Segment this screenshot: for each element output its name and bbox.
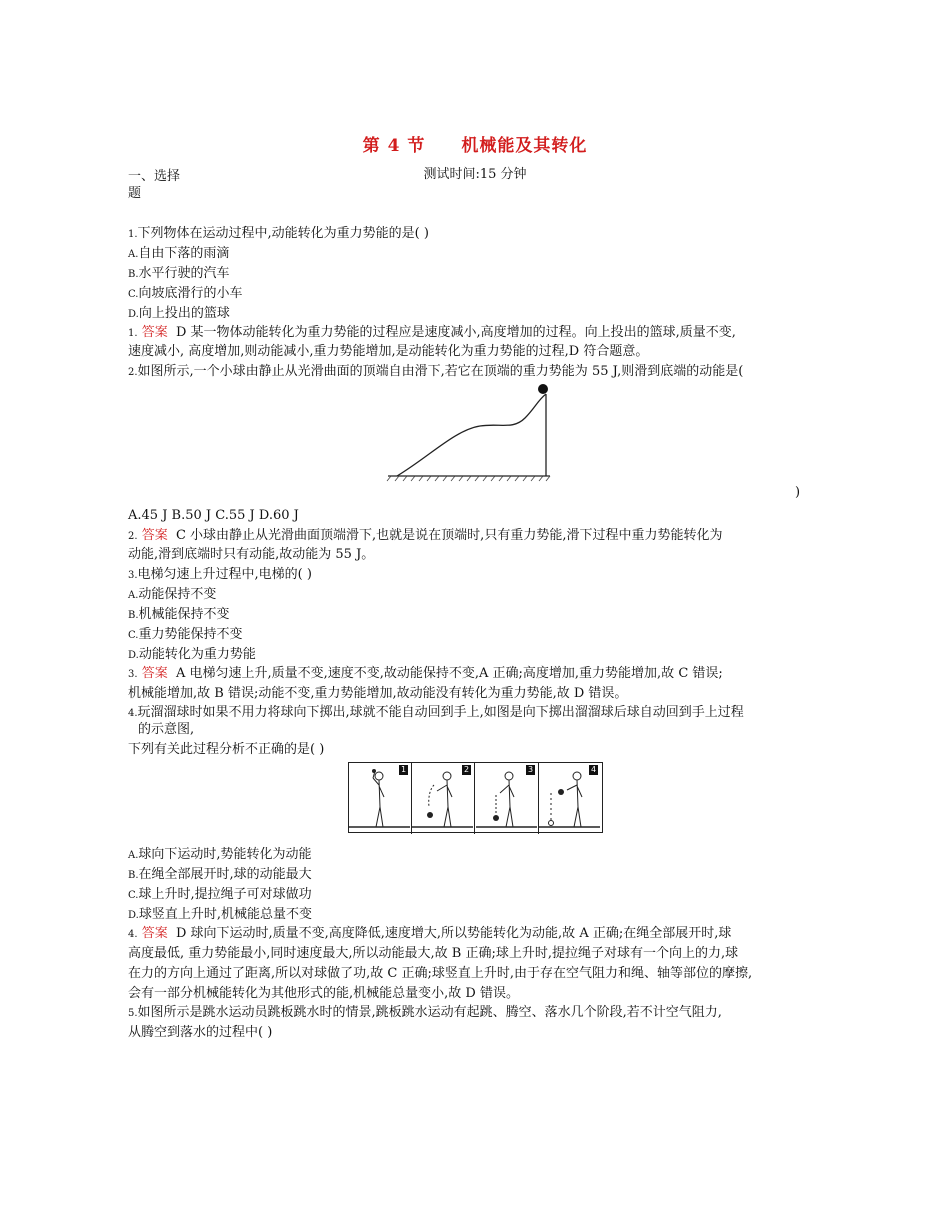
question-5-cont: 从腾空到落水的过程中( ) xyxy=(128,1025,273,1040)
panel-number: 2 xyxy=(463,765,470,774)
answer-text: D 某一物体动能转化为重力势能的过程应是速度减小,高度增加的过程。向上投出的篮球,质量不变, xyxy=(175,325,736,340)
option-b xyxy=(128,266,230,283)
answer-text: A 电梯匀速上升,质量不变,速度不变,故动能保持不变,A 正确;高度增加,重力势能增加,故 C 错误; xyxy=(175,666,723,681)
option-key: C. xyxy=(128,289,139,300)
yoyo-panel-1 xyxy=(349,763,412,834)
answer-label: 答案 xyxy=(141,666,168,681)
panel-number: 4 xyxy=(590,765,597,774)
section-heading: 一、选择 xyxy=(128,169,181,184)
question-stem: 下列物体在运动过程中,动能转化为重力势能的是( ) xyxy=(137,226,429,241)
yoyo-panel-2 xyxy=(412,763,475,834)
yoyo-panel-3 xyxy=(476,763,539,834)
question-2-options: A.45 J B.50 J C.55 J D.60 J xyxy=(128,508,299,523)
option-a xyxy=(128,246,229,263)
option-d xyxy=(128,647,256,664)
option-key: A. xyxy=(128,850,139,861)
option-c xyxy=(128,627,243,644)
option-text: 动能转化为重力势能 xyxy=(138,647,256,662)
question-number: 2. xyxy=(128,367,138,378)
option-d xyxy=(128,306,230,323)
option-text: 机械能保持不变 xyxy=(138,607,230,622)
panel-number: 3 xyxy=(527,765,534,774)
option-key: C. xyxy=(128,630,139,641)
question-2 xyxy=(128,364,743,381)
option-b xyxy=(128,607,230,624)
panel-number: 1 xyxy=(400,765,407,774)
answer-number: 4. xyxy=(128,929,138,940)
question-3 xyxy=(128,567,312,584)
question-2-close: ) xyxy=(795,485,801,500)
option-text: 动能保持不变 xyxy=(138,587,217,602)
option-text: 自由下落的雨滴 xyxy=(138,246,230,261)
ball xyxy=(538,384,548,394)
answer-2 xyxy=(128,528,722,545)
option-key: A. xyxy=(128,249,139,260)
option-key: A. xyxy=(128,590,139,601)
question-stem: 如图所示,一个小球由静止从光滑曲面的顶端自由滑下,若它在顶端的重力势能为 55 J,则滑到底端的动能是( xyxy=(137,364,744,379)
question-5 xyxy=(128,1005,722,1022)
test-time: 测试时间:15 分钟 xyxy=(423,167,527,182)
option-key: D. xyxy=(128,650,139,661)
option-a xyxy=(128,587,216,604)
question-stem: 如图所示是跳水运动员跳板跳水时的情景,跳板跳水运动有起跳、腾空、落水几个阶段,若不计空气阻力, xyxy=(137,1005,722,1020)
answer-label: 答案 xyxy=(141,528,168,543)
answer-2-cont: 动能,滑到底端时只有动能,故动能为 55 J。 xyxy=(128,547,375,562)
answer-number: 2. xyxy=(128,531,138,542)
answer-4-cont: 在力的方向上通过了距离,所以对球做了功,故 C 正确;球竖直上升时,由于存在空气阻力和绳、轴等部位的摩擦, xyxy=(128,966,753,981)
answer-number: 3. xyxy=(128,669,138,680)
option-text: 球竖直上升时,机械能总量不变 xyxy=(138,907,312,922)
answer-label: 答案 xyxy=(141,926,168,941)
option-key: D. xyxy=(128,309,139,320)
page-title: 第 4 节 机械能及其转化 xyxy=(362,136,588,156)
option-a xyxy=(128,847,312,864)
yoyo-panel-4 xyxy=(539,763,601,834)
question-number: 5. xyxy=(128,1008,138,1019)
option-text: 球向下运动时,势能转化为动能 xyxy=(138,847,312,862)
question-4-cont: 的示意图, xyxy=(138,722,195,737)
answer-text: D 球向下运动时,质量不变,高度降低,速度增大,所以势能转化为动能,故 A 正确;在绳全部展开时,球 xyxy=(175,926,732,941)
option-key: B. xyxy=(128,610,139,621)
option-d xyxy=(128,907,312,924)
question-4 xyxy=(128,705,744,722)
curved-slope-figure xyxy=(385,380,555,484)
question-stem: 电梯匀速上升过程中,电梯的( ) xyxy=(137,567,312,582)
question-1 xyxy=(128,226,429,243)
option-text: 向上投出的篮球 xyxy=(138,306,230,321)
answer-4 xyxy=(128,926,731,943)
question-number: 1. xyxy=(128,229,138,240)
option-b xyxy=(128,867,312,884)
question-number: 3. xyxy=(128,570,138,581)
section-heading-cont: 题 xyxy=(128,186,142,201)
option-text: 重力势能保持不变 xyxy=(138,627,243,642)
option-key: B. xyxy=(128,269,139,280)
option-text: 水平行驶的汽车 xyxy=(138,266,230,281)
answer-3 xyxy=(128,666,723,683)
yoyo-figure xyxy=(348,762,603,833)
answer-4-cont: 高度最低, 重力势能最小,同时速度最大,所以动能最大,故 B 正确;球上升时,提拉绳子对球有一个向上的力,球 xyxy=(128,946,739,961)
question-number: 4. xyxy=(128,708,138,719)
option-key: B. xyxy=(128,870,139,881)
answer-text: C 小球由静止从光滑曲面顶端滑下,也就是说在顶端时,只有重力势能,滑下过程中重力势能转化为 xyxy=(175,528,723,543)
answer-1 xyxy=(128,325,736,342)
question-4-prompt: 下列有关此过程分析不正确的是( ) xyxy=(128,742,325,757)
answer-1-cont: 速度减小, 高度增加,则动能减小,重力势能增加,是动能转化为重力势能的过程,D 符合题意。 xyxy=(128,344,649,359)
option-text: 在绳全部展开时,球的动能最大 xyxy=(138,867,312,882)
option-text: 球上升时,提拉绳子可对球做功 xyxy=(138,887,312,902)
answer-label: 答案 xyxy=(141,325,168,340)
option-key: C. xyxy=(128,890,139,901)
option-c xyxy=(128,887,312,904)
question-stem: 玩溜溜球时如果不用力将球向下掷出,球就不能自动回到手上,如图是向下掷出溜溜球后球自动回到手上过程 xyxy=(137,705,744,720)
answer-4-cont: 会有一部分机械能转化为其他形式的能,机械能总量变小,故 D 错误。 xyxy=(128,986,519,1001)
option-c xyxy=(128,286,243,303)
answer-3-cont: 机械能增加,故 B 错误;动能不变,重力势能增加,故动能没有转化为重力势能,故 D 错误。 xyxy=(128,686,628,701)
option-text: 向坡底滑行的小车 xyxy=(138,286,243,301)
option-key: D. xyxy=(128,910,139,921)
answer-number: 1. xyxy=(128,328,138,339)
